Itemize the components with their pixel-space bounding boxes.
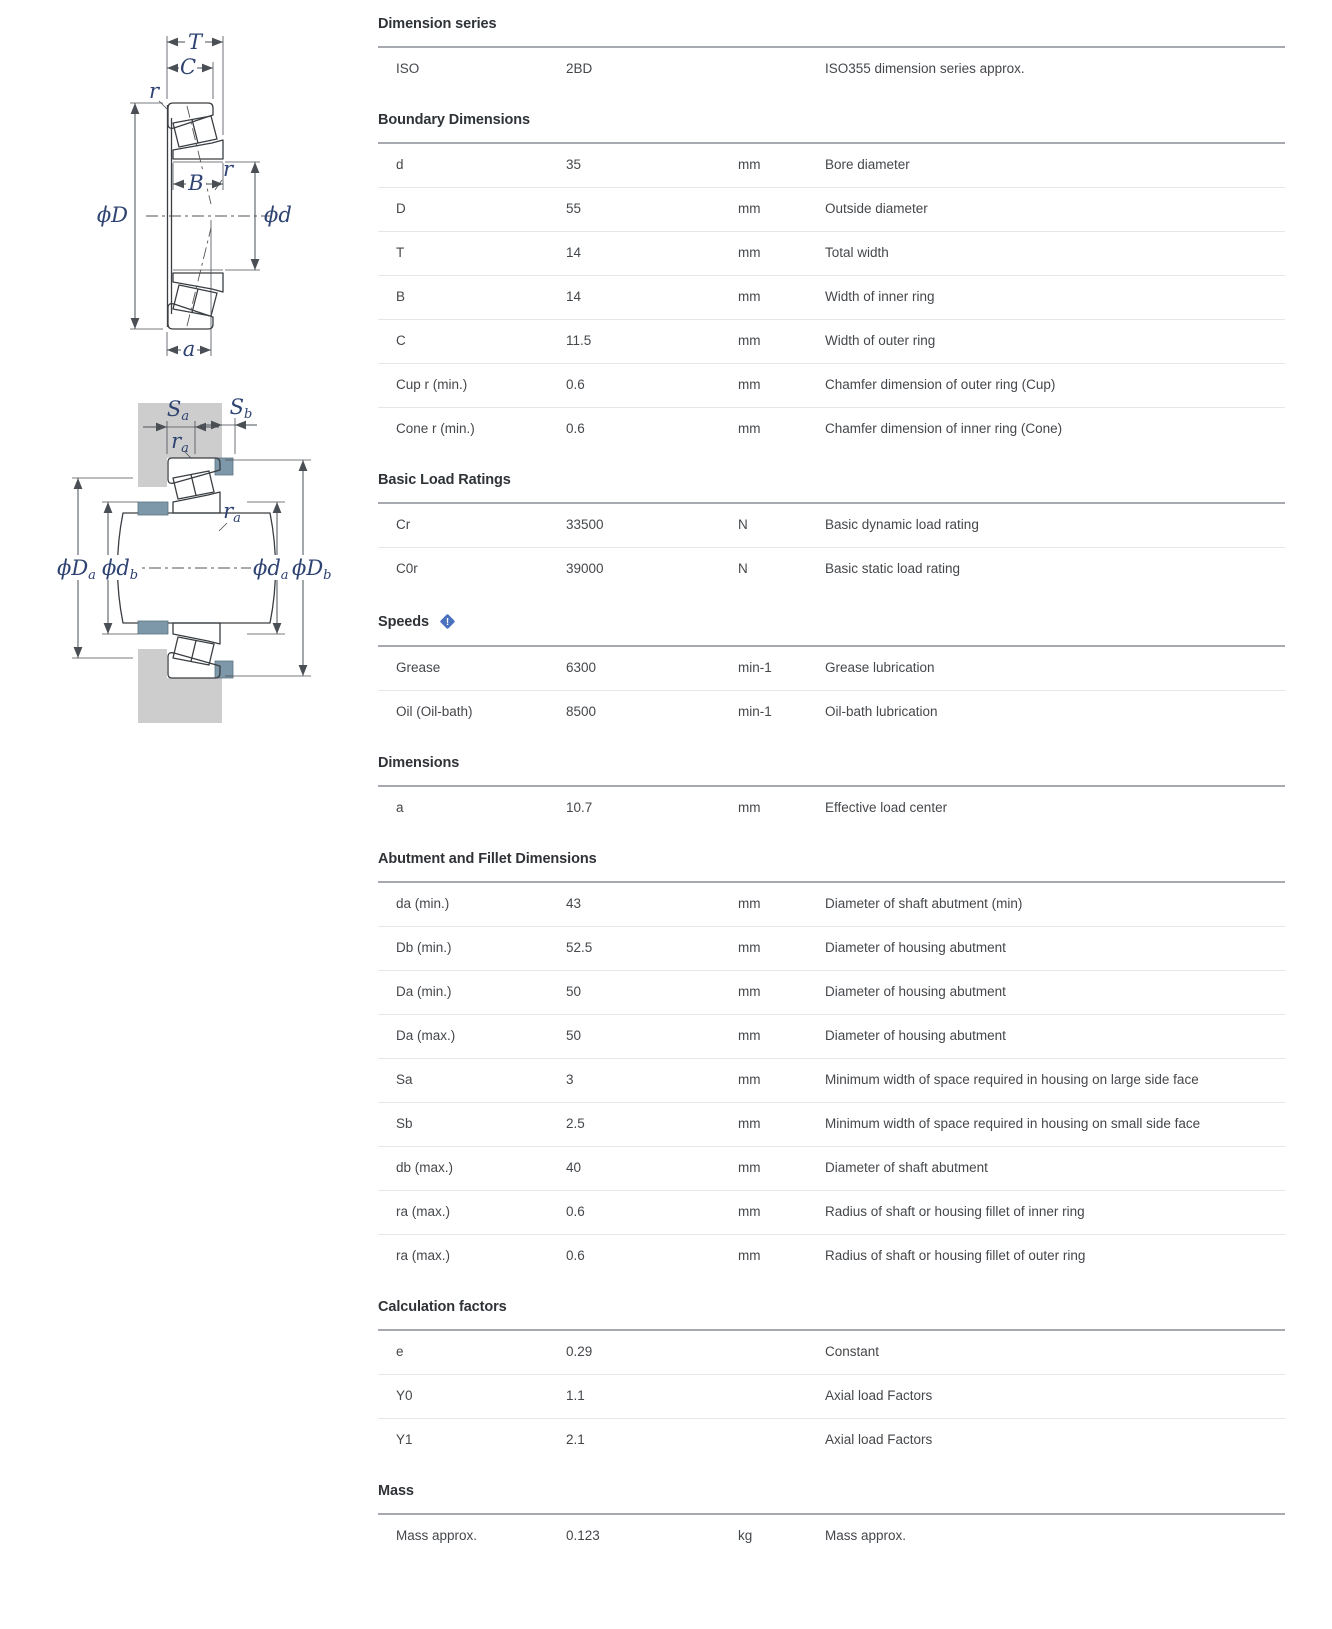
param-label: a xyxy=(396,800,404,816)
param-desc: Grease lubrication xyxy=(825,660,935,676)
param-desc: Radius of shaft or housing fillet of outer ring xyxy=(825,1248,1086,1264)
spec-row xyxy=(378,1014,1285,1058)
spec-row xyxy=(378,504,1285,547)
param-unit: mm xyxy=(738,1116,761,1132)
spec-row xyxy=(378,1374,1285,1418)
dim-label-phi-db: ϕdb xyxy=(102,556,139,583)
param-label: Cup r (min.) xyxy=(396,377,468,393)
param-desc: Oil-bath lubrication xyxy=(825,704,938,720)
param-unit: N xyxy=(738,517,748,533)
param-label: Y0 xyxy=(396,1388,413,1404)
spec-table xyxy=(378,881,1285,1278)
param-label: Db (min.) xyxy=(396,940,452,956)
bearing-cross-section-diagram xyxy=(60,22,360,372)
svg-text:!: ! xyxy=(445,617,450,628)
dim-label-a: a xyxy=(182,337,196,361)
param-unit: mm xyxy=(738,896,761,912)
param-label: Sb xyxy=(396,1116,413,1132)
spec-row xyxy=(378,1234,1285,1278)
param-desc: Constant xyxy=(825,1344,880,1360)
section-title xyxy=(378,472,1285,488)
param-label: Mass approx. xyxy=(396,1528,478,1544)
param-label: d xyxy=(396,157,404,173)
param-unit: kg xyxy=(738,1528,753,1544)
param-desc: Diameter of housing abutment xyxy=(825,1028,1006,1044)
dim-label-phi-Db: ϕDb xyxy=(292,556,332,583)
dim-label-Sb: Sb xyxy=(229,395,253,422)
spec-row xyxy=(378,690,1285,734)
param-value: 6300 xyxy=(566,660,597,676)
param-desc: Chamfer dimension of outer ring (Cup) xyxy=(825,377,1056,393)
spec-panel xyxy=(378,0,1285,1558)
param-unit: min-1 xyxy=(738,660,772,676)
param-value: 50 xyxy=(566,984,582,1000)
param-unit: N xyxy=(738,561,748,577)
housing-block-bottom xyxy=(138,649,222,723)
param-value: 1.1 xyxy=(566,1388,585,1404)
section-title-text: Calculation factors xyxy=(378,1299,507,1315)
spec-row xyxy=(378,407,1285,451)
param-unit: mm xyxy=(738,940,761,956)
spec-row xyxy=(378,275,1285,319)
param-value: 2.5 xyxy=(566,1116,585,1132)
spec-table xyxy=(378,502,1285,591)
param-label: Da (max.) xyxy=(396,1028,456,1044)
section-title xyxy=(378,851,1285,867)
spec-row xyxy=(378,319,1285,363)
spec-row xyxy=(378,926,1285,970)
spec-row xyxy=(378,787,1285,830)
param-desc: Bore diameter xyxy=(825,157,910,173)
param-desc: Chamfer dimension of inner ring (Cone) xyxy=(825,421,1063,437)
param-unit: mm xyxy=(738,245,761,261)
spec-row xyxy=(378,1190,1285,1234)
param-value: 0.6 xyxy=(566,1248,585,1264)
spec-row xyxy=(378,48,1285,91)
param-desc: Diameter of shaft abutment (min) xyxy=(825,896,1023,912)
spec-table xyxy=(378,645,1285,734)
param-value: 0.6 xyxy=(566,1204,585,1220)
param-desc: Effective load center xyxy=(825,800,948,816)
param-value: 0.29 xyxy=(566,1344,593,1360)
dim-label-B: B xyxy=(188,171,204,195)
spec-table xyxy=(378,142,1285,451)
param-unit: mm xyxy=(738,1160,761,1176)
spec-row xyxy=(378,970,1285,1014)
param-label: B xyxy=(396,289,406,305)
spec-section xyxy=(378,1299,1285,1462)
dim-label-phi-d: ϕd xyxy=(264,203,292,227)
param-desc: Mass approx. xyxy=(825,1528,907,1544)
dim-label-phi-da: ϕda xyxy=(253,556,289,583)
param-unit: mm xyxy=(738,157,761,173)
dim-label-ra-top: ra xyxy=(171,429,189,456)
param-desc: Diameter of housing abutment xyxy=(825,940,1006,956)
param-label: db (max.) xyxy=(396,1160,454,1176)
param-desc: Radius of shaft or housing fillet of inner ring xyxy=(825,1204,1085,1220)
param-value: 3 xyxy=(566,1072,574,1088)
spec-sections xyxy=(378,16,1285,1558)
section-title-text: Basic Load Ratings xyxy=(378,472,511,488)
spec-row xyxy=(378,1418,1285,1462)
spec-row xyxy=(378,647,1285,690)
param-desc: Width of outer ring xyxy=(825,333,936,349)
param-label: Y1 xyxy=(396,1432,413,1448)
param-unit: mm xyxy=(738,421,761,437)
param-desc: Outside diameter xyxy=(825,201,928,217)
param-label: e xyxy=(396,1344,404,1360)
param-desc: Minimum width of space required in housing on large side face xyxy=(825,1072,1199,1088)
section-title-text: Speeds xyxy=(378,613,429,630)
info-diamond-icon xyxy=(438,612,457,631)
spec-table xyxy=(378,1329,1285,1462)
param-unit: mm xyxy=(738,377,761,393)
param-desc: ISO355 dimension series approx. xyxy=(825,61,1025,77)
section-title-text: Dimension series xyxy=(378,16,497,32)
param-unit: mm xyxy=(738,1072,761,1088)
mounted-bearing-half xyxy=(168,458,220,513)
param-label: Cr xyxy=(396,517,411,533)
param-label: C0r xyxy=(396,561,418,577)
spec-table xyxy=(378,1513,1285,1558)
spec-row xyxy=(378,547,1285,591)
param-value: 40 xyxy=(566,1160,582,1176)
param-value: 0.123 xyxy=(566,1528,600,1544)
dim-label-C: C xyxy=(179,55,197,79)
spec-row xyxy=(378,1102,1285,1146)
param-label: ISO xyxy=(396,61,420,77)
section-title xyxy=(378,612,1285,631)
dim-label-ra-mid: ra xyxy=(223,499,241,526)
spec-row xyxy=(378,363,1285,407)
section-title-text: Dimensions xyxy=(378,755,460,771)
param-desc: Diameter of housing abutment xyxy=(825,984,1006,1000)
param-value: 2BD xyxy=(566,61,593,77)
spec-row xyxy=(378,1058,1285,1102)
spec-row xyxy=(378,1146,1285,1190)
info-icon[interactable] xyxy=(438,612,457,631)
param-label: da (min.) xyxy=(396,896,450,912)
param-label: D xyxy=(396,201,406,217)
param-value: 14 xyxy=(566,289,582,305)
param-label: Da (min.) xyxy=(396,984,452,1000)
section-title xyxy=(378,755,1285,771)
spec-section xyxy=(378,112,1285,451)
dim-label-r-outer: r xyxy=(148,79,160,103)
param-desc: Basic dynamic load rating xyxy=(825,517,979,533)
param-label: Cone r (min.) xyxy=(396,421,475,437)
spec-row xyxy=(378,1331,1285,1374)
param-value: 52.5 xyxy=(566,940,593,956)
section-title xyxy=(378,1483,1285,1499)
param-label: C xyxy=(396,333,406,349)
param-desc: Minimum width of space required in housing on small side face xyxy=(825,1116,1201,1132)
spec-table xyxy=(378,46,1285,91)
param-desc: Axial load Factors xyxy=(825,1432,933,1448)
param-value: 10.7 xyxy=(566,800,593,816)
section-title xyxy=(378,112,1285,128)
param-value: 43 xyxy=(566,896,582,912)
param-value: 35 xyxy=(566,157,582,173)
param-unit: mm xyxy=(738,800,761,816)
param-value: 33500 xyxy=(566,517,604,533)
param-value: 55 xyxy=(566,201,582,217)
param-unit: mm xyxy=(738,1028,761,1044)
section-title-text: Mass xyxy=(378,1483,414,1499)
dim-label-Sa: Sa xyxy=(166,397,190,424)
param-unit: mm xyxy=(738,333,761,349)
section-title xyxy=(378,16,1285,32)
param-value: 39000 xyxy=(566,561,604,577)
section-title-text: Boundary Dimensions xyxy=(378,112,530,128)
spec-row xyxy=(378,231,1285,275)
param-unit: mm xyxy=(738,289,761,305)
dim-label-T: T xyxy=(187,30,203,54)
param-unit: mm xyxy=(738,1248,761,1264)
param-value: 8500 xyxy=(566,704,597,720)
param-unit: mm xyxy=(738,984,761,1000)
bearing-mounting-diagram xyxy=(45,378,365,723)
dim-label-r-inner: r xyxy=(222,157,234,181)
spec-table xyxy=(378,785,1285,830)
spec-section xyxy=(378,472,1285,591)
param-value: 11.5 xyxy=(566,333,592,349)
param-desc: Basic static load rating xyxy=(825,561,961,577)
dim-label-phi-D: ϕD xyxy=(96,203,128,227)
param-label: Oil (Oil-bath) xyxy=(396,704,473,720)
param-unit: mm xyxy=(738,1204,761,1220)
section-title xyxy=(378,1299,1285,1315)
spec-section xyxy=(378,16,1285,91)
param-label: Grease xyxy=(396,660,441,676)
spec-section xyxy=(378,851,1285,1278)
param-label: ra (max.) xyxy=(396,1248,450,1264)
spec-section xyxy=(378,755,1285,830)
param-value: 0.6 xyxy=(566,421,585,437)
param-value: 0.6 xyxy=(566,377,585,393)
param-desc: Diameter of shaft abutment xyxy=(825,1160,988,1176)
param-label: ra (max.) xyxy=(396,1204,450,1220)
param-desc: Axial load Factors xyxy=(825,1388,933,1404)
spec-row xyxy=(378,144,1285,187)
dim-label-phi-Da: ϕDa xyxy=(57,556,96,583)
spec-row xyxy=(378,1515,1285,1558)
diagram-column xyxy=(0,0,378,760)
param-unit: min-1 xyxy=(738,704,772,720)
param-label: T xyxy=(396,245,405,261)
param-desc: Width of inner ring xyxy=(825,289,935,305)
spec-section xyxy=(378,612,1285,734)
param-value: 2.1 xyxy=(566,1432,585,1448)
section-title-text: Abutment and Fillet Dimensions xyxy=(378,851,597,867)
param-unit: mm xyxy=(738,201,761,217)
param-value: 50 xyxy=(566,1028,582,1044)
param-desc: Total width xyxy=(825,245,889,261)
spec-row xyxy=(378,883,1285,926)
param-label: Sa xyxy=(396,1072,413,1088)
spec-row xyxy=(378,187,1285,231)
param-value: 14 xyxy=(566,245,582,261)
spec-section xyxy=(378,1483,1285,1558)
